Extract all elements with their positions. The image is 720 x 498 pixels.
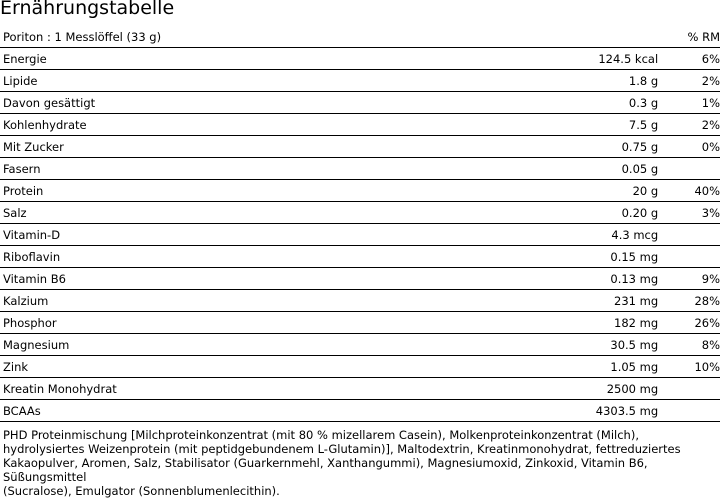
rm-header: % RM bbox=[661, 26, 720, 48]
nutrient-amount: 1.8 g bbox=[471, 70, 661, 92]
nutrient-amount: 1.05 mg bbox=[471, 356, 661, 378]
nutrient-amount: 2500 mg bbox=[471, 378, 661, 400]
nutrient-rm: 2% bbox=[661, 70, 720, 92]
nutrient-name: Zink bbox=[0, 356, 471, 378]
nutrient-rm: 2% bbox=[661, 114, 720, 136]
nutrient-name: Vitamin-D bbox=[0, 224, 471, 246]
nutrient-amount: 124.5 kcal bbox=[471, 48, 661, 70]
nutrient-amount: 0.3 g bbox=[471, 92, 661, 114]
nutrient-name: Salz bbox=[0, 202, 471, 224]
nutrient-rm: 6% bbox=[661, 48, 720, 70]
page-title: Ernährungstabelle bbox=[0, 0, 175, 19]
nutrition-rows bbox=[0, 48, 720, 422]
nutrient-amount: 0.20 g bbox=[471, 202, 661, 224]
table-row bbox=[0, 92, 720, 114]
nutrient-name: Kreatin Monohydrat bbox=[0, 378, 471, 400]
nutrient-name: Riboflavin bbox=[0, 246, 471, 268]
nutrient-rm: 8% bbox=[661, 334, 720, 356]
nutrient-rm: 1% bbox=[661, 92, 720, 114]
nutrient-amount: 0.05 g bbox=[471, 158, 661, 180]
nutrient-name: Phosphor bbox=[0, 312, 471, 334]
nutrient-name: Magnesium bbox=[0, 334, 471, 356]
nutrient-amount: 4.3 mcg bbox=[471, 224, 661, 246]
table-row bbox=[0, 202, 720, 224]
table-row bbox=[0, 70, 720, 92]
nutrient-name: Mit Zucker bbox=[0, 136, 471, 158]
nutrient-rm bbox=[661, 246, 720, 268]
nutrient-rm: 40% bbox=[661, 180, 720, 202]
amount-header bbox=[471, 26, 661, 48]
nutrient-rm: 10% bbox=[661, 356, 720, 378]
table-row bbox=[0, 334, 720, 356]
nutrient-rm bbox=[661, 158, 720, 180]
nutrient-name: Davon gesättigt bbox=[0, 92, 471, 114]
nutrient-name: BCAAs bbox=[0, 400, 471, 422]
table-row bbox=[0, 180, 720, 202]
nutrient-rm: 26% bbox=[661, 312, 720, 334]
ingredients-text: PHD Proteinmischung [Milchproteinkonzentrat (mit 80 % mizellarem Casein), Molkenproteinkonzentrat (Milch), hydrolysiertes Weizenprotein (mit peptidgebundenem L-Glutamin)], Maltodextrin, Kreatinmonohydrat, fettreduziertes Kakaopulver, Aromen, Salz, Stabilisator (Guarkernmehl, Xanthangummi), Magnesiumoxid, Zinkoxid, Vitamin B6, Süßungsmittel (Sucralose), Emulgator (Sonnenblumenlecithin). bbox=[3, 428, 681, 498]
table-row bbox=[0, 356, 720, 378]
nutrient-name: Vitamin B6 bbox=[0, 268, 471, 290]
nutrient-rm: 28% bbox=[661, 290, 720, 312]
nutrient-name: Kohlenhydrate bbox=[0, 114, 471, 136]
nutrient-amount: 4303.5 mg bbox=[471, 400, 661, 422]
nutrient-amount: 182 mg bbox=[471, 312, 661, 334]
portion-label: Poriton : 1 Messlöffel (33 g) bbox=[0, 26, 471, 48]
nutrition-table bbox=[0, 26, 720, 422]
nutrient-rm bbox=[661, 224, 720, 246]
nutrient-amount: 0.75 g bbox=[471, 136, 661, 158]
nutrient-name: Protein bbox=[0, 180, 471, 202]
nutrient-amount: 20 g bbox=[471, 180, 661, 202]
nutrient-name: Kalzium bbox=[0, 290, 471, 312]
table-row bbox=[0, 290, 720, 312]
table-row bbox=[0, 136, 720, 158]
nutrient-rm bbox=[661, 400, 720, 422]
table-row bbox=[0, 312, 720, 334]
nutrient-rm bbox=[661, 378, 720, 400]
nutrient-amount: 231 mg bbox=[471, 290, 661, 312]
table-row bbox=[0, 246, 720, 268]
nutrient-amount: 0.13 mg bbox=[471, 268, 661, 290]
nutrient-rm: 3% bbox=[661, 202, 720, 224]
nutrient-rm: 9% bbox=[661, 268, 720, 290]
table-row bbox=[0, 268, 720, 290]
nutrient-amount: 7.5 g bbox=[471, 114, 661, 136]
table-header-row bbox=[0, 26, 720, 48]
nutrient-rm: 0% bbox=[661, 136, 720, 158]
nutrient-name: Fasern bbox=[0, 158, 471, 180]
table-row bbox=[0, 114, 720, 136]
table-row bbox=[0, 48, 720, 70]
table-row bbox=[0, 158, 720, 180]
nutrient-amount: 30.5 mg bbox=[471, 334, 661, 356]
nutrient-name: Energie bbox=[0, 48, 471, 70]
nutrient-amount: 0.15 mg bbox=[471, 246, 661, 268]
table-row bbox=[0, 378, 720, 400]
table-row bbox=[0, 224, 720, 246]
nutrient-name: Lipide bbox=[0, 70, 471, 92]
table-row bbox=[0, 400, 720, 422]
